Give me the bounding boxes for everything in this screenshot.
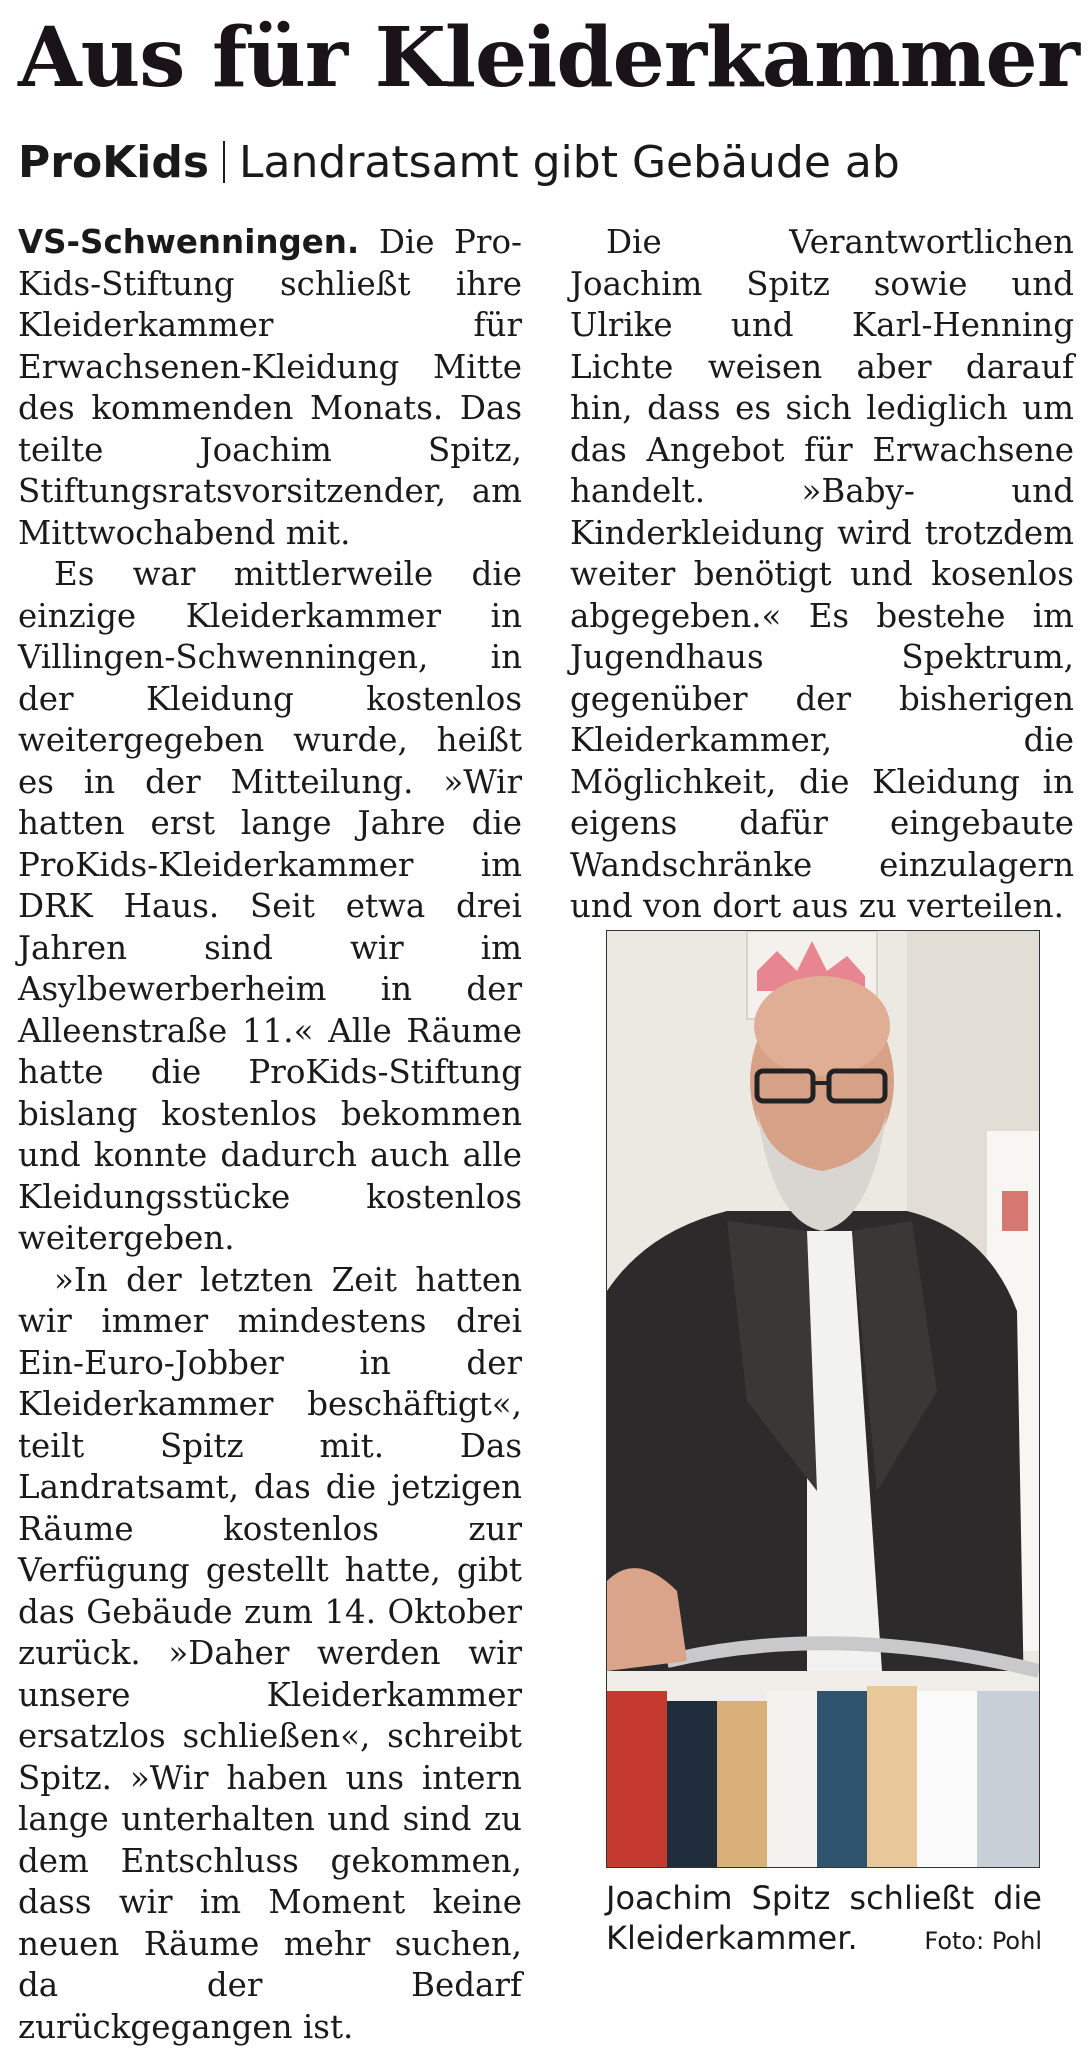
article-column-left <box>18 222 522 2048</box>
photo-credit: Foto: Pohl <box>924 1921 1042 1961</box>
kicker: ProKids <box>18 137 209 188</box>
article-photo <box>606 930 1040 1868</box>
caption-line <box>606 1918 1042 1961</box>
article-paragraph: Es war mittlerweile die einzige Kleiderkammer in Villingen-Schwenningen, in der Kleidung kostenlos weitergegeben wurde, heißt es in der Mitteilung. »Wir hatten erst lange Jahre die ProKids-Kleiderkammer im DRK Haus. Seit etwa drei Jahren sind wir im Asylbewerberheim in der Alleenstraße 11.« Alle Räume hatte die ProKids-Stiftung bislang kostenlos bekommen und konnte dadurch auch alle Kleidungsstücke kostenlos weitergeben. <box>18 554 522 1260</box>
photo-caption <box>606 1878 1042 1961</box>
paragraph-text: Die Pro-Kids-Stiftung schließt ihre Kleiderkammer für Erwachsenen-Kleidung Mitte des kommenden Monats. Das teilte Joachim Spitz, Stiftungsratsvorsitzender, am Mittwochabend mit. <box>18 223 522 552</box>
subheadline <box>18 134 1078 192</box>
headline: Aus für Kleiderkammer <box>18 10 1078 106</box>
article-paragraph <box>18 222 522 554</box>
caption-line <box>606 1878 1042 1918</box>
caption-word: Joachim <box>606 1878 733 1918</box>
article-column-right <box>570 222 1074 928</box>
caption-word: die <box>993 1878 1042 1918</box>
dateline: VS-Schwenningen. <box>18 223 359 261</box>
caption-word: schließt <box>849 1878 974 1918</box>
caption-word: Spitz <box>752 1878 831 1918</box>
article-paragraph: Die Verantwortlichen Joachim Spitz sowie und Ulrike und Karl-Henning Lichte weisen aber darauf hin, dass es sich lediglich um das Angebot für Erwachsene handelt. »Baby- und Kinderkleidung wird trotzdem weiter benötigt und kosenlos abgegeben.« Es bestehe im Jugendhaus Spektrum, gegenüber der bisherigen Kleiderkammer, die Möglichkeit, die Kleidung in eigens dafür eingebaute Wandschränke einzulagern und von dort aus zu verteilen. <box>570 222 1074 928</box>
article-paragraph: »In der letzten Zeit hatten wir immer mindestens drei Ein-Euro-Jobber in der Kleiderkammer beschäftigt«, teilt Spitz mit. Das Landratsamt, das die jetzigen Räume kostenlos zur Verfügung gestellt hatte, gibt das Gebäude zum 14. Oktober zurück. »Daher werden wir unsere Kleiderkammer ersatzlos schließen«, schreibt Spitz. »Wir haben uns intern lange unterhalten und sind zu dem Entschluss gekommen, dass wir im Moment keine neuen Räume mehr suchen, da der Bedarf zurückgegangen ist. <box>18 1260 522 2048</box>
caption-word: Kleiderkammer. <box>606 1918 858 1958</box>
subheadline-text: Landratsamt gibt Gebäude ab <box>239 137 900 188</box>
kicker-divider <box>223 141 225 183</box>
photo-man-with-clothes-rack <box>607 931 1039 1867</box>
